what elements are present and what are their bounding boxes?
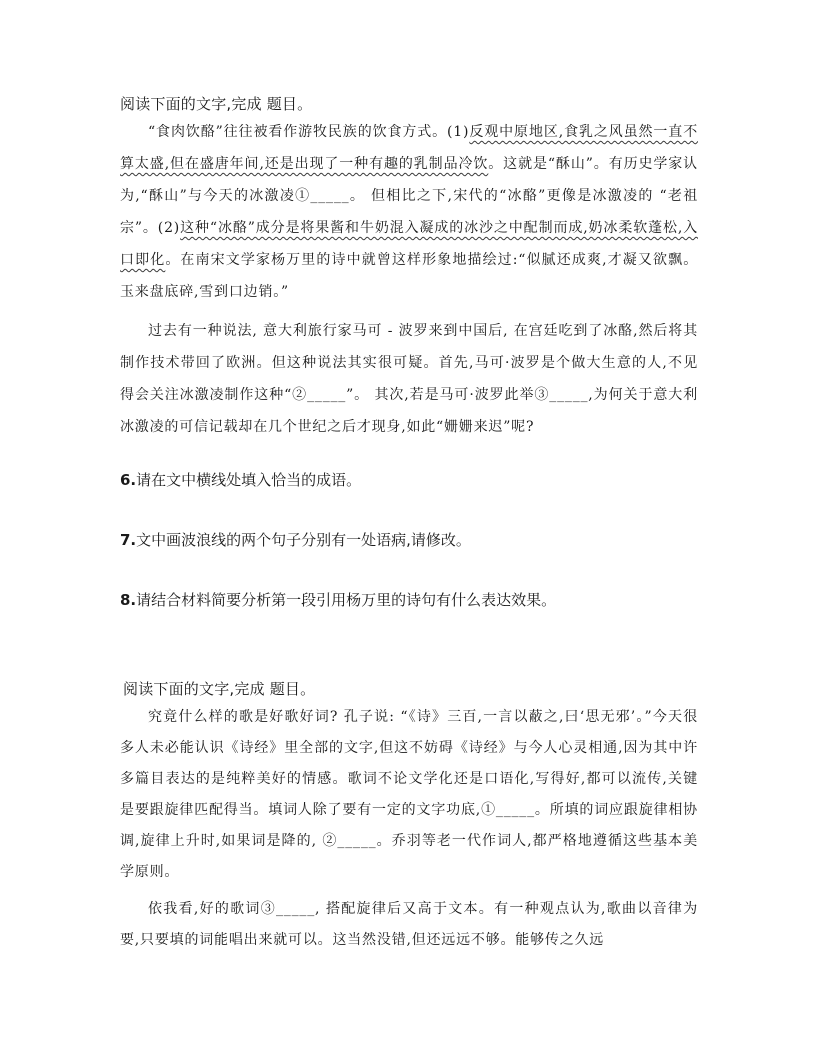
passage-2-paragraph-2: 依我看,好的歌词③_____, 搭配旋律后又高于文本。有一种观点认为,歌曲以音律为要,只要填的词能唱出来就可以。这当然没错,但还远远不够。能够传之久远 bbox=[120, 901, 698, 948]
paragraph-text: 。这就是“酥山”。有历史学家认为,“酥山”与今天的冰激凌①_____。 但相比之下,宋代的“冰酪”更像是冰激凌的 “老祖宗”。(2) bbox=[120, 156, 698, 236]
question-8 bbox=[120, 590, 698, 610]
wavy-underlined-sentence-1: 反观中原地区,食乳之风虽然一直不算太盛,但在盛唐年间,还是出现了一种有趣的乳制品冷饮 bbox=[120, 124, 698, 172]
passage-2-paragraph-1: 究竟什么样的歌是好歌好词? 孔子说: “《诗》三百,一言以蔽之,曰‘思无邪’。”今天很多人未必能认识《诗经》里全部的文字,但这不妨碍《诗经》与今人心灵相通,因为其中许多篇目表达的是纯粹美好的情感。歌词不论文学化还是口语化,写得好,都可以流传,关键是要跟旋律匹配得当。填词人除了要有一定的文字功底,①_____。所填的词应跟旋律相协调,旋律上升时,如果词是降的, ②_____。乔羽等老一代作词人,都严格地遵循这些基本美学原则。 bbox=[120, 709, 698, 880]
paragraph-text: 。在南宋文学家杨万里的诗中就曾这样形象地描绘过:“似腻还成爽,才凝又欲飘。玉来盘底碎,雪到口边销。” bbox=[120, 252, 699, 300]
question-text: 请在文中横线处填入恰当的成语。 bbox=[136, 471, 362, 489]
passage-1-heading: 阅读下面的文字,完成 题目。 bbox=[120, 95, 313, 113]
question-7 bbox=[120, 530, 698, 550]
question-number: 6. bbox=[120, 471, 137, 489]
passage-1-body bbox=[120, 116, 698, 443]
paragraph-text: “食肉饮酪”往往被看作游牧民族的饮食方式。(1) bbox=[148, 124, 470, 140]
passage-2-body bbox=[120, 702, 698, 956]
question-number: 8. bbox=[120, 591, 137, 609]
passage-1-paragraph-2: 过去有一种说法, 意大利旅行家马可 - 波罗来到中国后, 在宫廷吃到了冰酪,然后将其制作技术带回了欧洲。但这种说法其实很可疑。首先,马可·波罗是个做大生意的人,不见得会关注冰激凌制作这种“②_____”。 其次,若是马可·波罗此举③_____,为何关于意大利冰激凌的可信记载却在几个世纪之后才现身,如此“姗姗来迟”呢? bbox=[120, 323, 698, 435]
passage-2-heading: 阅读下面的文字,完成 题目。 bbox=[123, 680, 316, 698]
question-text: 请结合材料简要分析第一段引用杨万里的诗句有什么表达效果。 bbox=[136, 591, 557, 609]
passage-1-paragraph-1 bbox=[120, 116, 698, 308]
question-6 bbox=[120, 470, 698, 490]
wavy-underlined-sentence-2: 这种“冰酪”成分是将果酱和牛奶混入凝成的冰沙之中配制而成,奶冰柔软蓬松,入口即化 bbox=[120, 220, 698, 268]
question-text: 文中画波浪线的两个句子分别有一处语病,请修改。 bbox=[136, 531, 471, 549]
question-number: 7. bbox=[120, 531, 137, 549]
